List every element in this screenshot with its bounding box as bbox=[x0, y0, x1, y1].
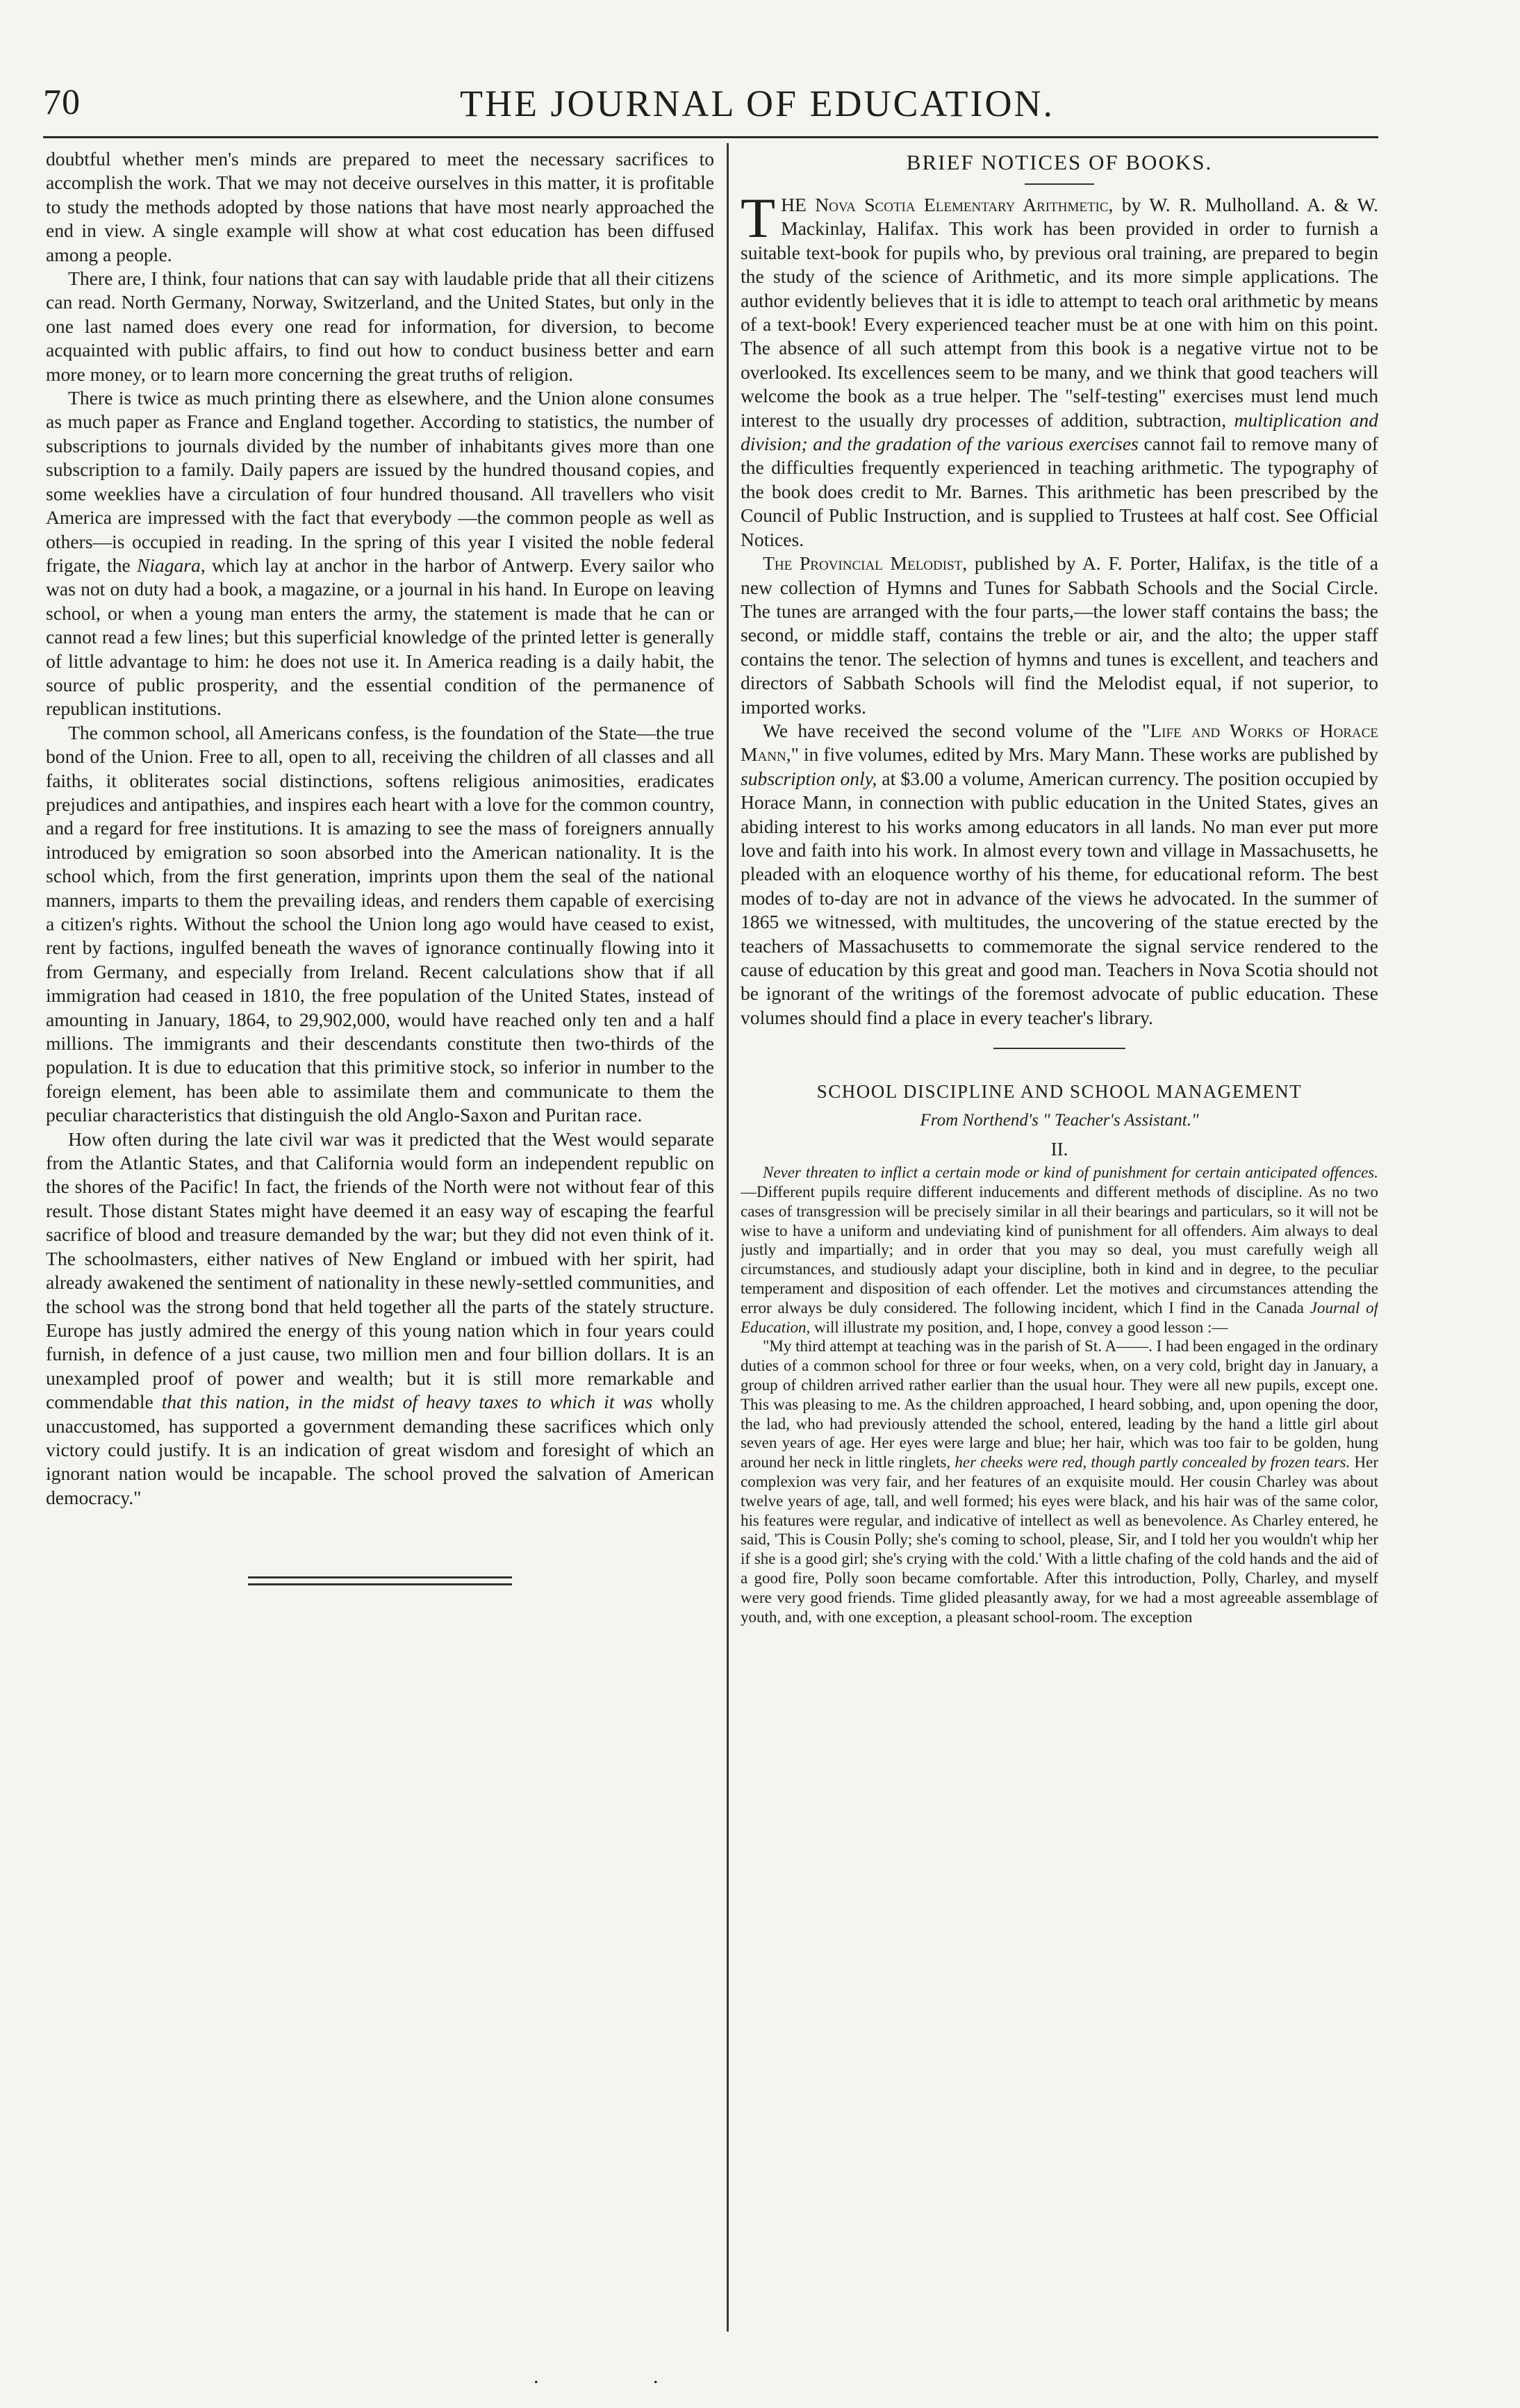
notice-melodist-text: published by A. F. Porter, Halifax, is the title of a new collection of Hymns and Tunes for Sabbath Schools and the Social Circle. The tunes are arranged with the four parts,—the lower staff contains the bass; the second, or middle staff, contains the treble or air, and the alto; the upper staff contains the tenor. The selection of hymns and tunes is excellent, and teachers and directors of Sabbath Schools will find the Melodist equal, if not superior, to imported works. bbox=[741, 552, 1378, 718]
left-paragraph-5 bbox=[46, 1128, 714, 1510]
notice-arithmetic-title: HE Nova Scotia Elementary Arithmetic, bbox=[781, 194, 1114, 215]
left-paragraph-3 bbox=[46, 386, 714, 721]
left-paragraph-3-part-b: , which lay at anchor in the harbor of Antwerp. Every sailor who was not on duty had a book, a magazine, or a journal in his hand. In Europe on leaving school, or when a young man enters the army, the statement is made that he can or cannot read a few lines; but this superficial knowledge of the printed letter is generally of little advantage to him: he does not use it. In America reading is a daily habit, the source of public prosperity, and the essential condition of the permanence of republican institutions. bbox=[46, 554, 714, 720]
notice-mann-title: Life and Works of Horace Mann, bbox=[741, 719, 1378, 766]
notice-mann-italic: subscription only, bbox=[741, 767, 877, 789]
discipline-paragraph-1-text: —Different pupils require different inducements and different methods of discipline. As no two cases of transgression will be precisely similar in all their bearings and particulars, so it will not be wise to have a uniform and undeviating kind of punishment for all offenders. Aim always to deal justly and impartially; and in order that you may so deal, you must carefully weigh all circumstances, and studiously adapt your discipline, both in kind and in degree, to the peculiar temperament and disposition of each offender. Let the motives and circumstances attending the error always be duly considered. The following incident, which I find in the Canada bbox=[741, 1183, 1378, 1317]
discipline-paragraph-2-text-2: Her complexion was very fair, and her features of an exquisite mould. Her cousin Charley was about twelve years of age, tall, and well formed; his eyes were black, and his hair was of the same color, his features were regular, and indicative of intellect as well as benevolence. As Charley entered, he said, 'This is Cousin Polly; she's coming to school, please, Sir, and I told her you wouldn't whip her if she is a good girl; she's crying with the cold.' With a little chafing of the cold hands and the aid of a good fire, Polly soon became comfortable. After this introduction, Polly, Charley, and myself were very good friends. Time glided pleasantly away, for we had a most agreeable assemblage of youth, and, with one exception, a pleasant school-room. The exception bbox=[741, 1453, 1378, 1626]
notice-melodist bbox=[741, 552, 1378, 719]
footer-dot-left: . bbox=[534, 2365, 539, 2388]
notice-melodist-title: The Provincial Melodist, bbox=[763, 552, 968, 575]
notice-arithmetic-text: by W. R. Mulholland. A. & W. Mackinlay, Halifax. This work has been provided in order to furnish a suitable text-book for pupils who, by previous oral training, are prepared to begin the study of the science of Arithmetic, and its more simple applications. The author evidently believes that it is idle to attempt to teach oral arithmetic by means of a text-book! Every experienced teacher must be at one with him on this point. The absence of all such attempt from this book is a negative virtue not to be overlooked. Its excellences seem to be many, and we think that good teachers will welcome the book as a true helper. The "self-testing" exercises must lend much interest to the usually dry processes of addition, subtraction, bbox=[741, 194, 1378, 431]
left-paragraph-5-italic: that this nation, in the midst of heavy taxes to which it was bbox=[161, 1391, 653, 1413]
journal-title: THE JOURNAL OF EDUCATION. bbox=[460, 83, 1055, 124]
discipline-heading: SCHOOL DISCIPLINE AND SCHOOL MANAGEMENT bbox=[816, 1081, 1303, 1103]
header-rule bbox=[43, 136, 1378, 138]
column-divider bbox=[727, 143, 729, 2332]
section-number: II. bbox=[1050, 1139, 1068, 1160]
section-rule bbox=[993, 1048, 1125, 1049]
discipline-paragraph-1 bbox=[741, 1163, 1378, 1337]
drop-cap: T bbox=[741, 186, 776, 249]
discipline-paragraph-2 bbox=[741, 1337, 1378, 1626]
footer-dot-right: . bbox=[653, 2365, 659, 2388]
right-column bbox=[741, 147, 1378, 2329]
left-paragraph-4: The common school, all Americans confess, is the foundation of the State—the true bond of the Union. Free to all, open to all, receiving the children of all classes and all faiths, it obliterates social distinctions, softens religious animosities, eradicates prejudices and antipathies, and inspires each heart with a love for the common country, and a regard for free institutions. It is amazing to see the mass of foreigners annually introduced by emigration so soon absorbed into the American nationality. It is the school which, from the first generation, imprints upon them the seal of the national manners, imparts to them the prevailing ideas, and renders them capable of exercising a citizen's rights. Without the school the Union long ago would have ceased to exist, rent by factions, ingulfed beneath the waves of ignorance continually flowing into it from Germany, and especially from Ireland. Recent calculations show that if all immigration had ceased in 1810, the free population of the United States, instead of amounting in January, 1864, to 29,902,000, would have reached only ten and a half millions. The immigrants and their descendants constitute then two-thirds of the population. It is due to education that this primitive stock, so inferior in number to the foreign element, has been able to assimilate them and communicate to them the peculiar characteristics that distinguish the old Anglo-Saxon and Puritan race. bbox=[46, 721, 714, 1126]
left-paragraph-2: There are, I think, four nations that can say with laudable pride that all their citizens can read. North Germany, Norway, Switzerland, and the United States, but only in the one last named does every one read for information, for diversion, to become acquainted with public affairs, to find out how to conduct business better and earn more money, or to learn more concerning the great truths of religion. bbox=[46, 267, 714, 385]
ship-name: Niagara bbox=[136, 554, 201, 576]
notice-arithmetic bbox=[741, 186, 1378, 552]
notice-arithmetic-italic: multiplication and division; and the gradation of the various exercises bbox=[741, 409, 1378, 455]
brief-notices-heading: BRIEF NOTICES OF BOOKS. bbox=[906, 150, 1213, 174]
article-end-rule bbox=[248, 1576, 512, 1585]
left-paragraph-3-part-a: There is twice as much printing there as elsewhere, and the Union alone consumes as much paper as France and England together. According to statistics, the number of subscriptions to journals divided by the number of inhabitants gives more than one subscription to a family. Daily papers are issued by the hundred thousand copies, and some weeklies have a circulation of four hundred thousand. All travellers who visit America are impressed with the fact that everybody —the common people as well as others—is occupied in reading. In the spring of this year I visited the noble federal frigate, the bbox=[46, 387, 714, 576]
page-header bbox=[0, 0, 1520, 125]
left-paragraph-5-part-a: How often during the late civil war was it predicted that the West would separate from the Atlantic States, and that California would form an independent republic on the shores of the Pacific! In fact, the friends of the North were not without fear of this result. Those distant States might have deemed it an easy way of escaping the fearful sacrifice of blood and treasure demanded by the war; but they did not even think of it. The schoolmasters, either natives of New England or imbued with her spirit, had already awakened the sentiment of nationality in these newly-settled communities, and the school was the strong bond that held together all the parts of the stately structure. Europe has justly admired the energy of this young nation which in four years could furnish, in defence of a just cause, two million men and four billion dollars. It is an unexampled proof of power and wealth; but it is still more remarkable and commendable bbox=[46, 1128, 714, 1413]
article-attribution: From Northend's " Teacher's Assistant." bbox=[920, 1111, 1199, 1130]
notice-mann-text-a: We have received the second volume of the " bbox=[763, 719, 1150, 741]
journal-name: Journal of Education, bbox=[741, 1298, 1378, 1336]
notice-arithmetic-text-2: cannot fail to remove many of the difficulties frequently experienced in teaching arithmetic. The typography of the book does credit to Mr. Barnes. This arithmetic has been prescribed by the Council of Public Instruction, and is supplied to Trustees at half cost. See Official Notices. bbox=[741, 433, 1378, 550]
left-paragraph-1: doubtful whether men's minds are prepared to meet the necessary sacrifices to accomplish the work. That we may not deceive ourselves in this matter, it is profitable to study the methods adopted by those nations that have most nearly approached the end in view. A single example will show at what cost education has been diffused among a people. bbox=[46, 148, 714, 265]
page-number: 70 bbox=[43, 83, 81, 122]
notice-mann-text-b: " in five volumes, edited by Mrs. Mary Mann. These works are published by bbox=[791, 743, 1378, 766]
notice-horace-mann bbox=[741, 719, 1378, 1030]
left-column bbox=[46, 147, 714, 2322]
discipline-paragraph-1-text-2: will illustrate my position, and, I hope, convey a good lesson :— bbox=[810, 1318, 1228, 1336]
notice-mann-text-c: at $3.00 a volume, American currency. The position occupied by Horace Mann, in connection with public education in the United States, gives an abiding interest to his works among educators in all lands. No man ever put more love and faith into his work. In almost every town and village in Massachusetts, he pleaded with an eloquence worthy of his theme, for educational reform. The best modes of to-day are not in advance of the views he advocated. In the summer of 1865 we witnessed, with multitudes, the uncovering of the statue erected by the teachers of Massachusetts to commemorate the signal service rendered to the cause of education by this great and good man. Teachers in Nova Scotia should not be ignorant of the writings of the foremost advocate of public education. These volumes should find a place in every teacher's library. bbox=[741, 767, 1378, 1028]
discipline-paragraph-2-text: "My third attempt at teaching was in the parish of St. A——. I had been engaged in the ordinary duties of a common school for three or four weeks, when, on a very cold, bright day in January, a group of children arrived rather earlier than the usual hour. They were all new pupils, except one. This was pleasing to me. As the children approached, I heard sobbing, and, upon opening the door, the lad, who had previously attended the school, entered, leading by the hand a little girl about seven years of age. Her eyes were large and blue; her hair, which was too fair to be golden, hung around her neck in little ringlets, bbox=[741, 1337, 1378, 1471]
heading-rule bbox=[1025, 183, 1094, 185]
discipline-rule-italic: Never threaten to inflict a certain mode or kind of punishment for certain anticipated offences. bbox=[763, 1164, 1378, 1182]
left-paragraph-5-part-b: wholly unaccustomed, has supported a government demanding these sacrifices which only victory could justify. It is an indication of great wisdom and foresight of which an ignorant nation would be incapable. The school proved the salvation of American democracy." bbox=[46, 1391, 714, 1508]
discipline-paragraph-2-italic: her cheeks were red, though partly concealed by frozen tears. bbox=[955, 1453, 1350, 1471]
